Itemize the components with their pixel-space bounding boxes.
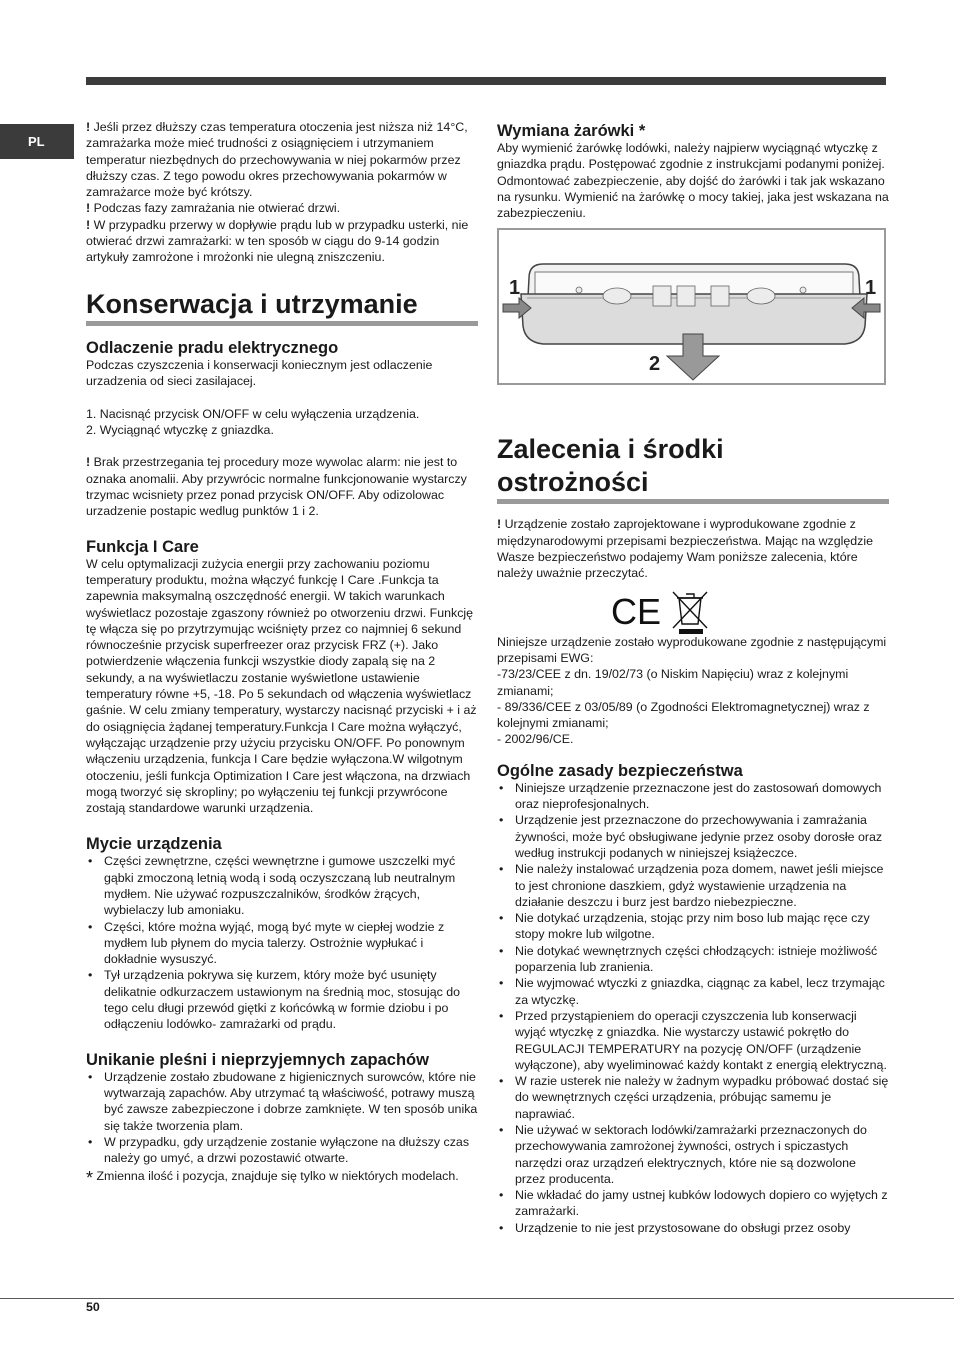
list-item: • Urządzenie zostało zbudowane z higienicznych surowców, które nie wytwarzają zapachów. Aby utrzymać tą właściwość, potrawy muszą być zawsze zabezpieczone i dobrze zamknięte. W ten sposób unika się także tworzenia plam. bbox=[86, 1069, 478, 1134]
power-warning-text: Brak przestrzegania tej procedury moze wywolac alarm: nie jest to oznaka anomalii. Aby przywrócic normalne funkcjonowanie wystarczy trzymac wcisniety przez ponad przycisk ON/OFF. Aby odizolowac urzadzenie postapic wedlug punktów 1 i 2. bbox=[86, 455, 467, 519]
footnote-mark: * bbox=[86, 1168, 94, 1189]
directive-line: - 2002/96/CE. bbox=[497, 732, 574, 747]
list-item: • Nie używać w sektorach lodówki/zamrażarki przeznaczonych do przechowywania zamrożonej żywności, ostrych i spiczastych narzędzi oraz urządzeń elektrycznych, które nie są dozwolone przez producenta. bbox=[497, 1122, 889, 1187]
warning-mark: ! bbox=[86, 217, 91, 232]
list-item: • Części zewnętrzne, części wewnętrzne i gumowe uszczelki myć gąbki zmoczoną letnią wodą i sodą oczyszczaną lub neutralnym mydłem. Nie używać rozpuszczalników, środków żrących, wybielaczy lub amoniaku. bbox=[86, 853, 478, 918]
list-item: • Nie wkładać do jamy ustnej kubków lodowych dopiero co wyjętych z zamrażarki. bbox=[497, 1187, 889, 1220]
general-safety-list bbox=[497, 780, 889, 1236]
list-item: • W razie usterek nie należy w żadnym wypadku próbować dostać się do wewnętrznych części urządzenia, próbując samemu je naprawiać. bbox=[497, 1073, 889, 1122]
safety-title bbox=[497, 433, 889, 504]
intro-paragraph-3 bbox=[86, 217, 478, 266]
list-item: • Przed przystąpieniem do operacji czyszczenia lub konserwacji wyjąć wtyczkę z gniazdka. Nie wystarczy ustawić pokrętło do REGULACJI TEMPERATURY na pozycję ON/OFF (urządzenie wyłączone), aby wyeliminować każdy kontakt z energią elektryczną. bbox=[497, 1008, 889, 1073]
power-warning bbox=[86, 454, 478, 519]
footnote-text: Zmienna ilość i pozycja, znajduje się tylko w niektórych modelach. bbox=[93, 1169, 459, 1184]
list-item: • Nie dotykać urządzenia, stojąc przy nim boso lub mając ręce czy stopy mokre lub wilgotne. bbox=[497, 910, 889, 943]
safety-intro-text: Urządzenie zostało zaprojektowane i wyprodukowane zgodnie z międzynarodowymi przepisami bezpieczeństwa. Mając na względzie Wasze bezpieczeństwo podajemy Wam poniższe zalecenia, które należy uważnie przeczytać. bbox=[497, 517, 874, 581]
warning-mark: ! bbox=[86, 455, 91, 470]
mould-list bbox=[86, 1069, 478, 1167]
intro-text-3: W przypadku przerwy w dopływie prądu lub w przypadku usterki, nie otwierać drzwi zamrażarki: w ten sposób w ciągu do 9-14 godzin artykuły zamrożone i mrożonki nie ulegną zniszczeniu. bbox=[86, 217, 469, 265]
icare-heading: Funkcja I Care bbox=[86, 537, 199, 556]
list-item: • W przypadku, gdy urządzenie zostanie wyłączone na dłuższy czas należy go umyć, a drzwi pozostawić otwarte. bbox=[86, 1134, 478, 1167]
directive-line: Niniejsze urządzenie zostało wyprodukowane zgodnie z następującymi przepisami EWG: bbox=[497, 634, 887, 665]
intro-text-1: Jeśli przez dłuższy czas temperatura otoczenia jest niższa niż 14°C, zamrażarka może mieć trudności z osiągnięciem i utrzymaniem temperatur niezbędnych do przechowywania w niej pokarmów przez dłuższy czas. Z tego powodu okres przechowywania pokarmów w zamrażarce może być krótszy. bbox=[86, 120, 468, 200]
cleaning-list bbox=[86, 853, 478, 1032]
list-item: • Urządzenie to nie jest przystosowane do obsługi przez osoby bbox=[497, 1220, 889, 1236]
page-number: 50 bbox=[86, 1300, 100, 1314]
list-item: • Niniejsze urządzenie przeznaczone jest do zastosowań domowych oraz nieprofesjonalnych. bbox=[497, 780, 889, 813]
power-heading: Odlaczenie pradu elektrycznego bbox=[86, 338, 339, 357]
lamp-cover-illustration bbox=[499, 230, 884, 383]
power-step: 1. Nacisnąć przycisk ON/OFF w celu wyłączenia urządzenia. bbox=[86, 406, 420, 421]
cleaning-heading: Mycie urządzenia bbox=[86, 835, 222, 854]
list-item: • Części, które można wyjąć, mogą być myte w ciepłej wodzie z mydłem lub płynem do mycia talerzy. Ostrożnie wypłukać i dokładnie wysuszyć. bbox=[86, 919, 478, 968]
bottom-rule bbox=[0, 1298, 954, 1299]
figure-label-right: 1 bbox=[865, 277, 877, 300]
bulb-figure bbox=[497, 228, 886, 385]
top-bar bbox=[86, 77, 886, 85]
left-column bbox=[86, 119, 478, 1187]
power-step: 2. Wyciągnąć wtyczkę z gniazdka. bbox=[86, 422, 274, 437]
directive-line: - 89/336/CEE z 03/05/89 (o Zgodności Elektromagnetycznej) wraz z kolejnymi zmianami; bbox=[497, 699, 870, 731]
mould-heading: Unikanie pleśni i nieprzyjemnych zapachów bbox=[86, 1050, 429, 1069]
power-steps bbox=[86, 406, 478, 439]
general-safety-heading: Ogólne zasady bezpieczeństwa bbox=[497, 761, 743, 780]
list-item: • Nie dotykać wewnętrznych części chłodzących: istnieje możliwość poparzenia lub zranienia. bbox=[497, 943, 889, 976]
marks-row bbox=[497, 582, 889, 634]
ce-mark-icon: CE bbox=[611, 590, 662, 632]
footnote bbox=[86, 1168, 478, 1189]
ce-weee-marks bbox=[609, 584, 729, 636]
right-column bbox=[497, 119, 889, 1236]
safety-title-line-2: ostrożności bbox=[497, 467, 649, 498]
bulb-text: Aby wymienić żarówkę lodówki, należy najpierw wyciągnąć wtyczkę z gniazdka prądu. Postępować zgodnie z instrukcjami podanymi poniżej. Odmontować zabezpieczenie, aby dojść do żarówki i tak jak wskazano na rysunku. Wymienić na żarówkę o mocy takiej, jaka jest wskazana na zabezpieczeniu. bbox=[497, 141, 889, 221]
warning-mark: ! bbox=[86, 201, 91, 216]
figure-label-down: 2 bbox=[649, 353, 661, 376]
intro-paragraph-1 bbox=[86, 119, 478, 200]
intro-text-2: Podczas fazy zamrażania nie otwierać drzwi. bbox=[90, 201, 341, 216]
maintenance-title: Konserwacja i utrzymanie bbox=[86, 288, 478, 326]
bulb-heading: Wymiana żarówki * bbox=[497, 122, 646, 140]
list-item: • Nie należy instalować urządzenia poza domem, nawet jeśli miejsce to jest chronione daszkiem, gdyż wystawienie urządzenia na działanie deszczu i burz jest bardzo niebezpieczne. bbox=[497, 861, 889, 910]
language-tab: PL bbox=[0, 124, 74, 159]
safety-title-line-1: Zalecenia i środki bbox=[497, 434, 724, 465]
icare-text: W celu optymalizacji zużycia energii przy zachowaniu poziomu temperatury produktu, można włączyć funkcję I Care .Funkcja ta zapewnia maksymalną oszczędność energii. W takich warunkach wyświetlacz pozostaje zgaszony również po otworzeniu drzwi. Funkcję tę włącza się po przytrzymując wciśnięty przez co najmniej 6 sekund równocześnie przycisk superfreezer oraz przycisk FRZ (+). Jako potwierdzenie włączenia funkcji wszystkie diody zapalą się na 2 sekundy, a na wyświetlaczu zostanie wyświetlone ustawienie temperatury równe +5, -18. Po 5 sekundach od włączenia wyświetlacz gaśnie. W celu zmiany temperatury, wystarczy nacisnąć przyciski + i aż do osiągnięcia żądanej temperatury.Funkcja I Care można wyłączyć, wyłączając urządzenie przy użyciu przycisku ON/OFF. Po ponownym włączeniu urządzenia, funkcja I Care będzie wyłączona.W wilgotnym otoczeniu, jeśli funkcja Optimization I Care jest włączona, na drzwiach mogą tworzyć się skropliny; po wyłączeniu tej funkcji przywrócone zostają standardowe warunki urządzenia. bbox=[86, 556, 477, 816]
power-text: Podczas czyszczenia i konserwacji koniecznym jest odlaczenie urzadzenia od sieci zasilajacej. bbox=[86, 357, 433, 388]
figure-label-left: 1 bbox=[509, 277, 521, 300]
warning-mark: ! bbox=[497, 517, 502, 532]
crossed-bin-icon bbox=[673, 592, 707, 634]
safety-intro bbox=[497, 516, 889, 581]
directive-line: -73/23/CEE z dn. 19/02/73 (o Niskim Napięciu) wraz z kolejnymi zmianami; bbox=[497, 667, 849, 698]
list-item: • Nie wyjmować wtyczki z gniazdka, ciągnąc za kabel, lecz trzymając za wtyczkę. bbox=[497, 975, 889, 1008]
intro-paragraph-2 bbox=[86, 200, 478, 216]
warning-mark: ! bbox=[86, 120, 91, 134]
list-item: • Tył urządzenia pokrywa się kurzem, który może być usunięty delikatnie odkurzaczem ustawionym na średnią moc, stosując do tego celu długi przewód giętki z końcówką w formie dziobu i po odłączeniu lodówko- zamrażarki od prądu. bbox=[86, 967, 478, 1032]
list-item: • Urządzenie jest przeznaczone do przechowywania i zamrażania żywności, może być obsługiwane jedynie przez osoby dorosłe oraz według instrukcji podanych w niniejszej książeczce. bbox=[497, 812, 889, 861]
